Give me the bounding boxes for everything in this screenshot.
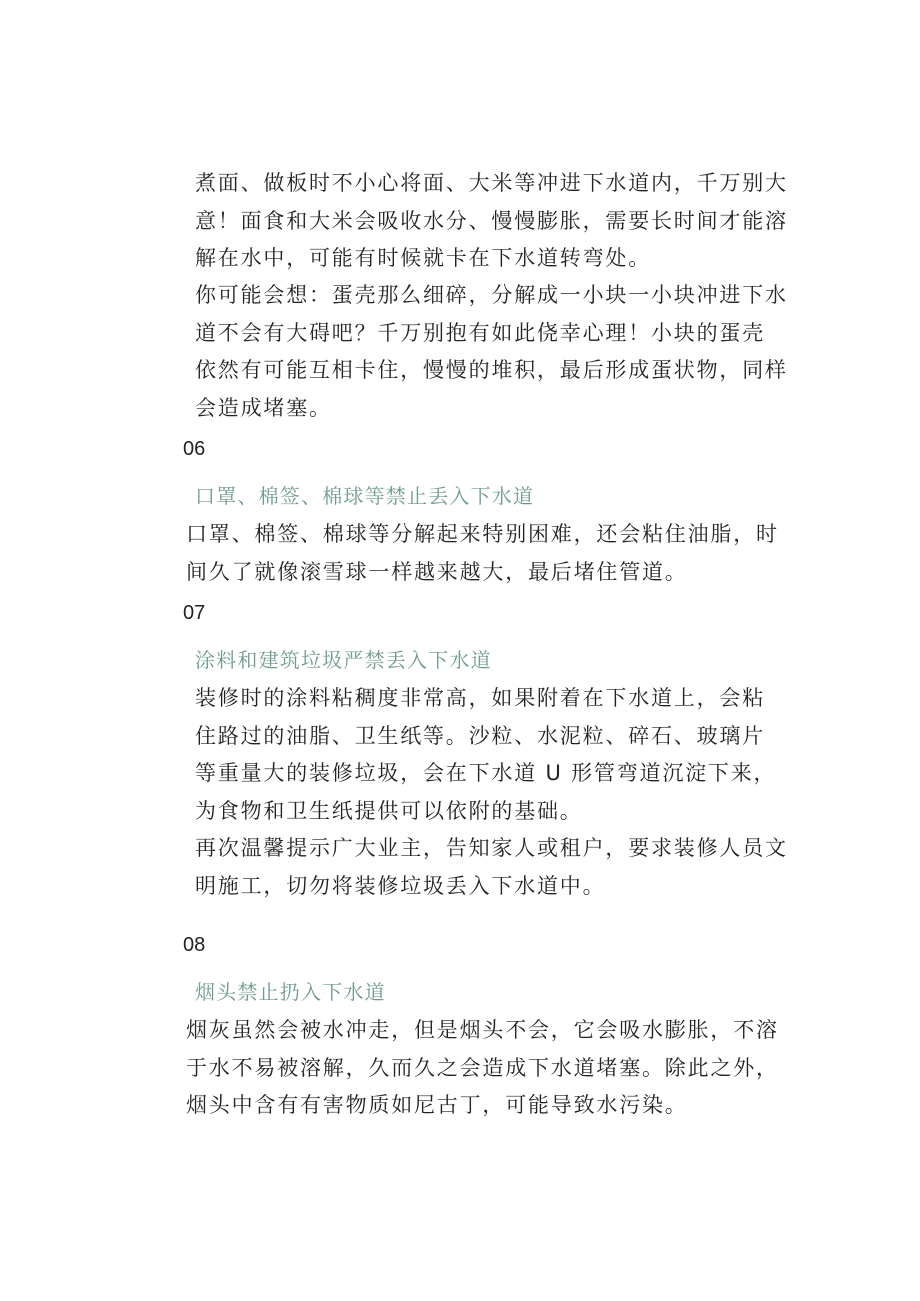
section-number-07: 07 <box>183 602 206 624</box>
section-heading-08: 烟头禁止扔入下水道 <box>195 980 386 1004</box>
section-body-07-reminder: 再次温馨提示广大业主，告知家人或租户，要求装修人员文 明施工，切勿将装修垃圾丢入下水道中。 <box>195 836 788 898</box>
section-body-06: 口罩、棉签、棉球等分解起来特别困难，还会粘住油脂，时 间久了就像滚雪球一样越来越大，最后堵住管道。 <box>186 522 779 584</box>
section-body-08: 烟灰虽然会被水冲走，但是烟头不会，它会吸水膨胀，不溶 于水不易被溶解，久而久之会造成下水道堵塞。除此之外， 烟头中含有有害物质如尼古丁，可能导致水污染。 <box>186 1018 779 1117</box>
section-heading-07: 涂料和建筑垃圾严禁丢入下水道 <box>195 648 492 672</box>
intro-paragraph-1: 煮面、做板时不小心将面、大米等冲进下水道内，千万别大 意！面食和大米会吸收水分、慢慢膨胀，需要长时间才能溶 解在水中，可能有时候就卡在下水道转弯处。 <box>195 171 788 270</box>
section-number-06: 06 <box>183 438 206 460</box>
intro-paragraph-2: 你可能会想：蛋壳那么细碎，分解成一小块一小块冲进下水 道不会有大碍吧？千万别抱有如此侥幸心理！小块的蛋壳 依然有可能互相卡住，慢慢的堆积，最后形成蛋状物，同样 会造成堵塞。 <box>195 283 788 420</box>
section-number-08: 08 <box>183 934 206 956</box>
section-body-07: 装修时的涂料粘稠度非常高，如果附着在下水道上，会粘 住路过的油脂、卫生纸等。沙粒、水泥粒、碎石、玻璃片 等重量大的装修垃圾，会在下水道 U 形管弯道沉淀下来， 为食物和卫生纸提供可以依附的基础。 <box>195 686 777 823</box>
section-heading-06: 口罩、棉签、棉球等禁止丢入下水道 <box>195 484 535 508</box>
